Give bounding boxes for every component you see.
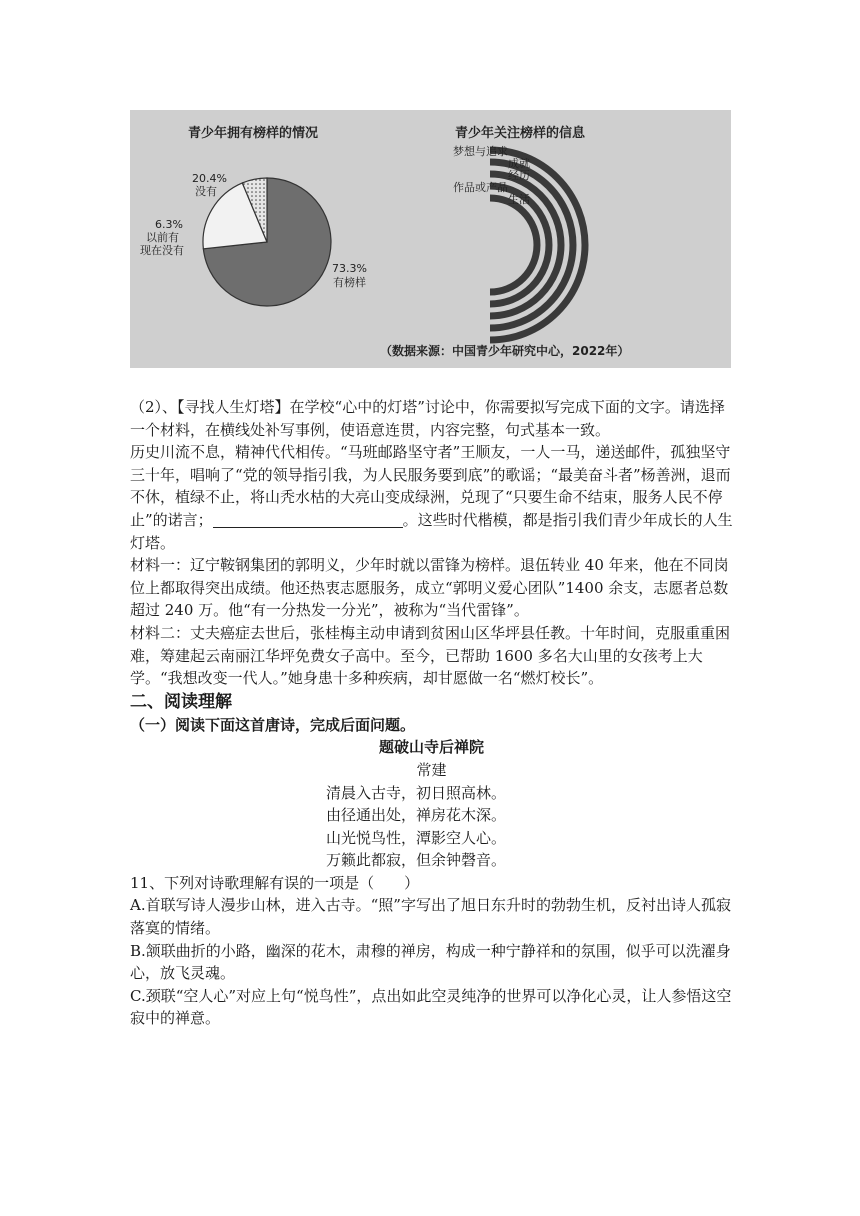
pie-label-have-pct: 73.3% <box>332 262 367 275</box>
pie-label-former-2: 现在没有 <box>140 244 184 257</box>
question-2-instruction: （2）、【寻找人生灯塔】在学校“心中的灯塔”讨论中，你需要拟写完成下面的文字。请选择一个材料，在横线处补写事例，使语意连贯，内容完整，句式基本一致。 <box>130 398 725 439</box>
option-c: C.颈联“空人心”对应上句“悦鸟性”，点出如此空灵纯净的世界可以净化心灵，让人参悟这空寂中的禅意。 <box>130 986 732 1028</box>
poem-title: 题破山寺后禅院 <box>378 738 484 757</box>
subsection-heading: （一）阅读下面这首唐诗，完成后面问题。 <box>130 715 416 734</box>
material-two: 材料二：丈夫癌症去世后，张桂梅主动申请到贫困山区华坪县任教。十年时间，克服重重困难，筹建起云南丽江华坪免费女子高中。至今，已帮助 1600 多名大山里的女孩考上大学。“我想改变一代人。”她身患十多种疾病，却甘愿做一名“燃灯校长”。 <box>130 623 731 688</box>
data-source: （数据来源：中国青少年研究中心，2022年） <box>380 344 630 358</box>
arc-chart-title: 青少年关注榜样的信息 <box>455 126 586 141</box>
pie-chart <box>203 178 331 306</box>
section-heading: 二、阅读理解 <box>130 691 232 712</box>
pie-label-former-1: 以前有 <box>146 231 179 244</box>
arc-band <box>490 198 537 292</box>
arc-label-life: 生活 <box>508 193 530 206</box>
pie-label-have: 有榜样 <box>333 276 366 289</box>
answer-blank[interactable] <box>213 512 403 528</box>
pie-label-none: 没有 <box>195 185 217 198</box>
arc-chart <box>490 150 585 340</box>
pie-chart-title: 青少年拥有榜样的情况 <box>188 126 319 141</box>
poem-line: 万籁此都寂，但余钟磬音。 <box>326 851 507 870</box>
passage-part-a: 历史川流不息，精神代代相传。“马班邮路坚守者”王顺友，一人一马，递送邮件，孤独坚守三十年，唱响了“党的领导指引我，为人民服务要到底”的歌谣；“最美奋斗者”杨善洲，退而不休，植绿不止，将山秃水枯的大亮山变成绿洲，兑现了“只要生命不结束，服务人民不停止”的诺言； <box>130 443 731 529</box>
poem-line: 清晨入古寺，初日照高林。 <box>326 783 507 802</box>
poem-line: 山光悦鸟性，潭影空人心。 <box>326 828 507 847</box>
pie-label-none-pct: 20.4% <box>192 172 227 185</box>
option-b: B.颔联曲折的小路，幽深的花木，肃穆的禅房，构成一种宁静祥和的氛围，似乎可以洗濯身心，放飞灵魂。 <box>130 941 731 983</box>
survey-figure <box>130 110 731 368</box>
arc-label-works: 作品或产品 <box>453 181 508 194</box>
arc-label-experience: 经历 <box>508 169 530 182</box>
question-2-passage <box>130 441 733 554</box>
document-body <box>130 396 733 1030</box>
charts-svg <box>130 110 731 368</box>
pie-label-former-pct: 6.3% <box>155 218 183 231</box>
material-one: 材料一：辽宁鞍钢集团的郭明义，少年时就以雷锋为榜样。退伍转业 40 年来，他在不同岗位上都取得突出成绩。他还热衷志愿服务，成立“郭明义爱心团队”1400 余支，志愿者总数超过 240 万。他“有一分热发一分光”，被称为“当代雷锋”。 <box>130 556 729 620</box>
arc-label-achievement: 成就 <box>508 157 530 170</box>
arc-label-dream: 梦想与追求 <box>453 145 508 158</box>
passage-part-b: 。这些时代楷模，都是指引我们青少年成长的人生灯塔。 <box>130 510 733 552</box>
poem-author: 常建 <box>416 760 447 779</box>
question-11: 11、下列对诗歌理解有误的一项是（ ） <box>130 873 420 892</box>
option-a: A.首联写诗人漫步山林，进入古寺。“照”字写出了旭日东升时的勃勃生机，反衬出诗人孤寂落寞的情绪。 <box>130 896 731 938</box>
poem-line: 由径通出处，禅房花木深。 <box>326 806 507 825</box>
